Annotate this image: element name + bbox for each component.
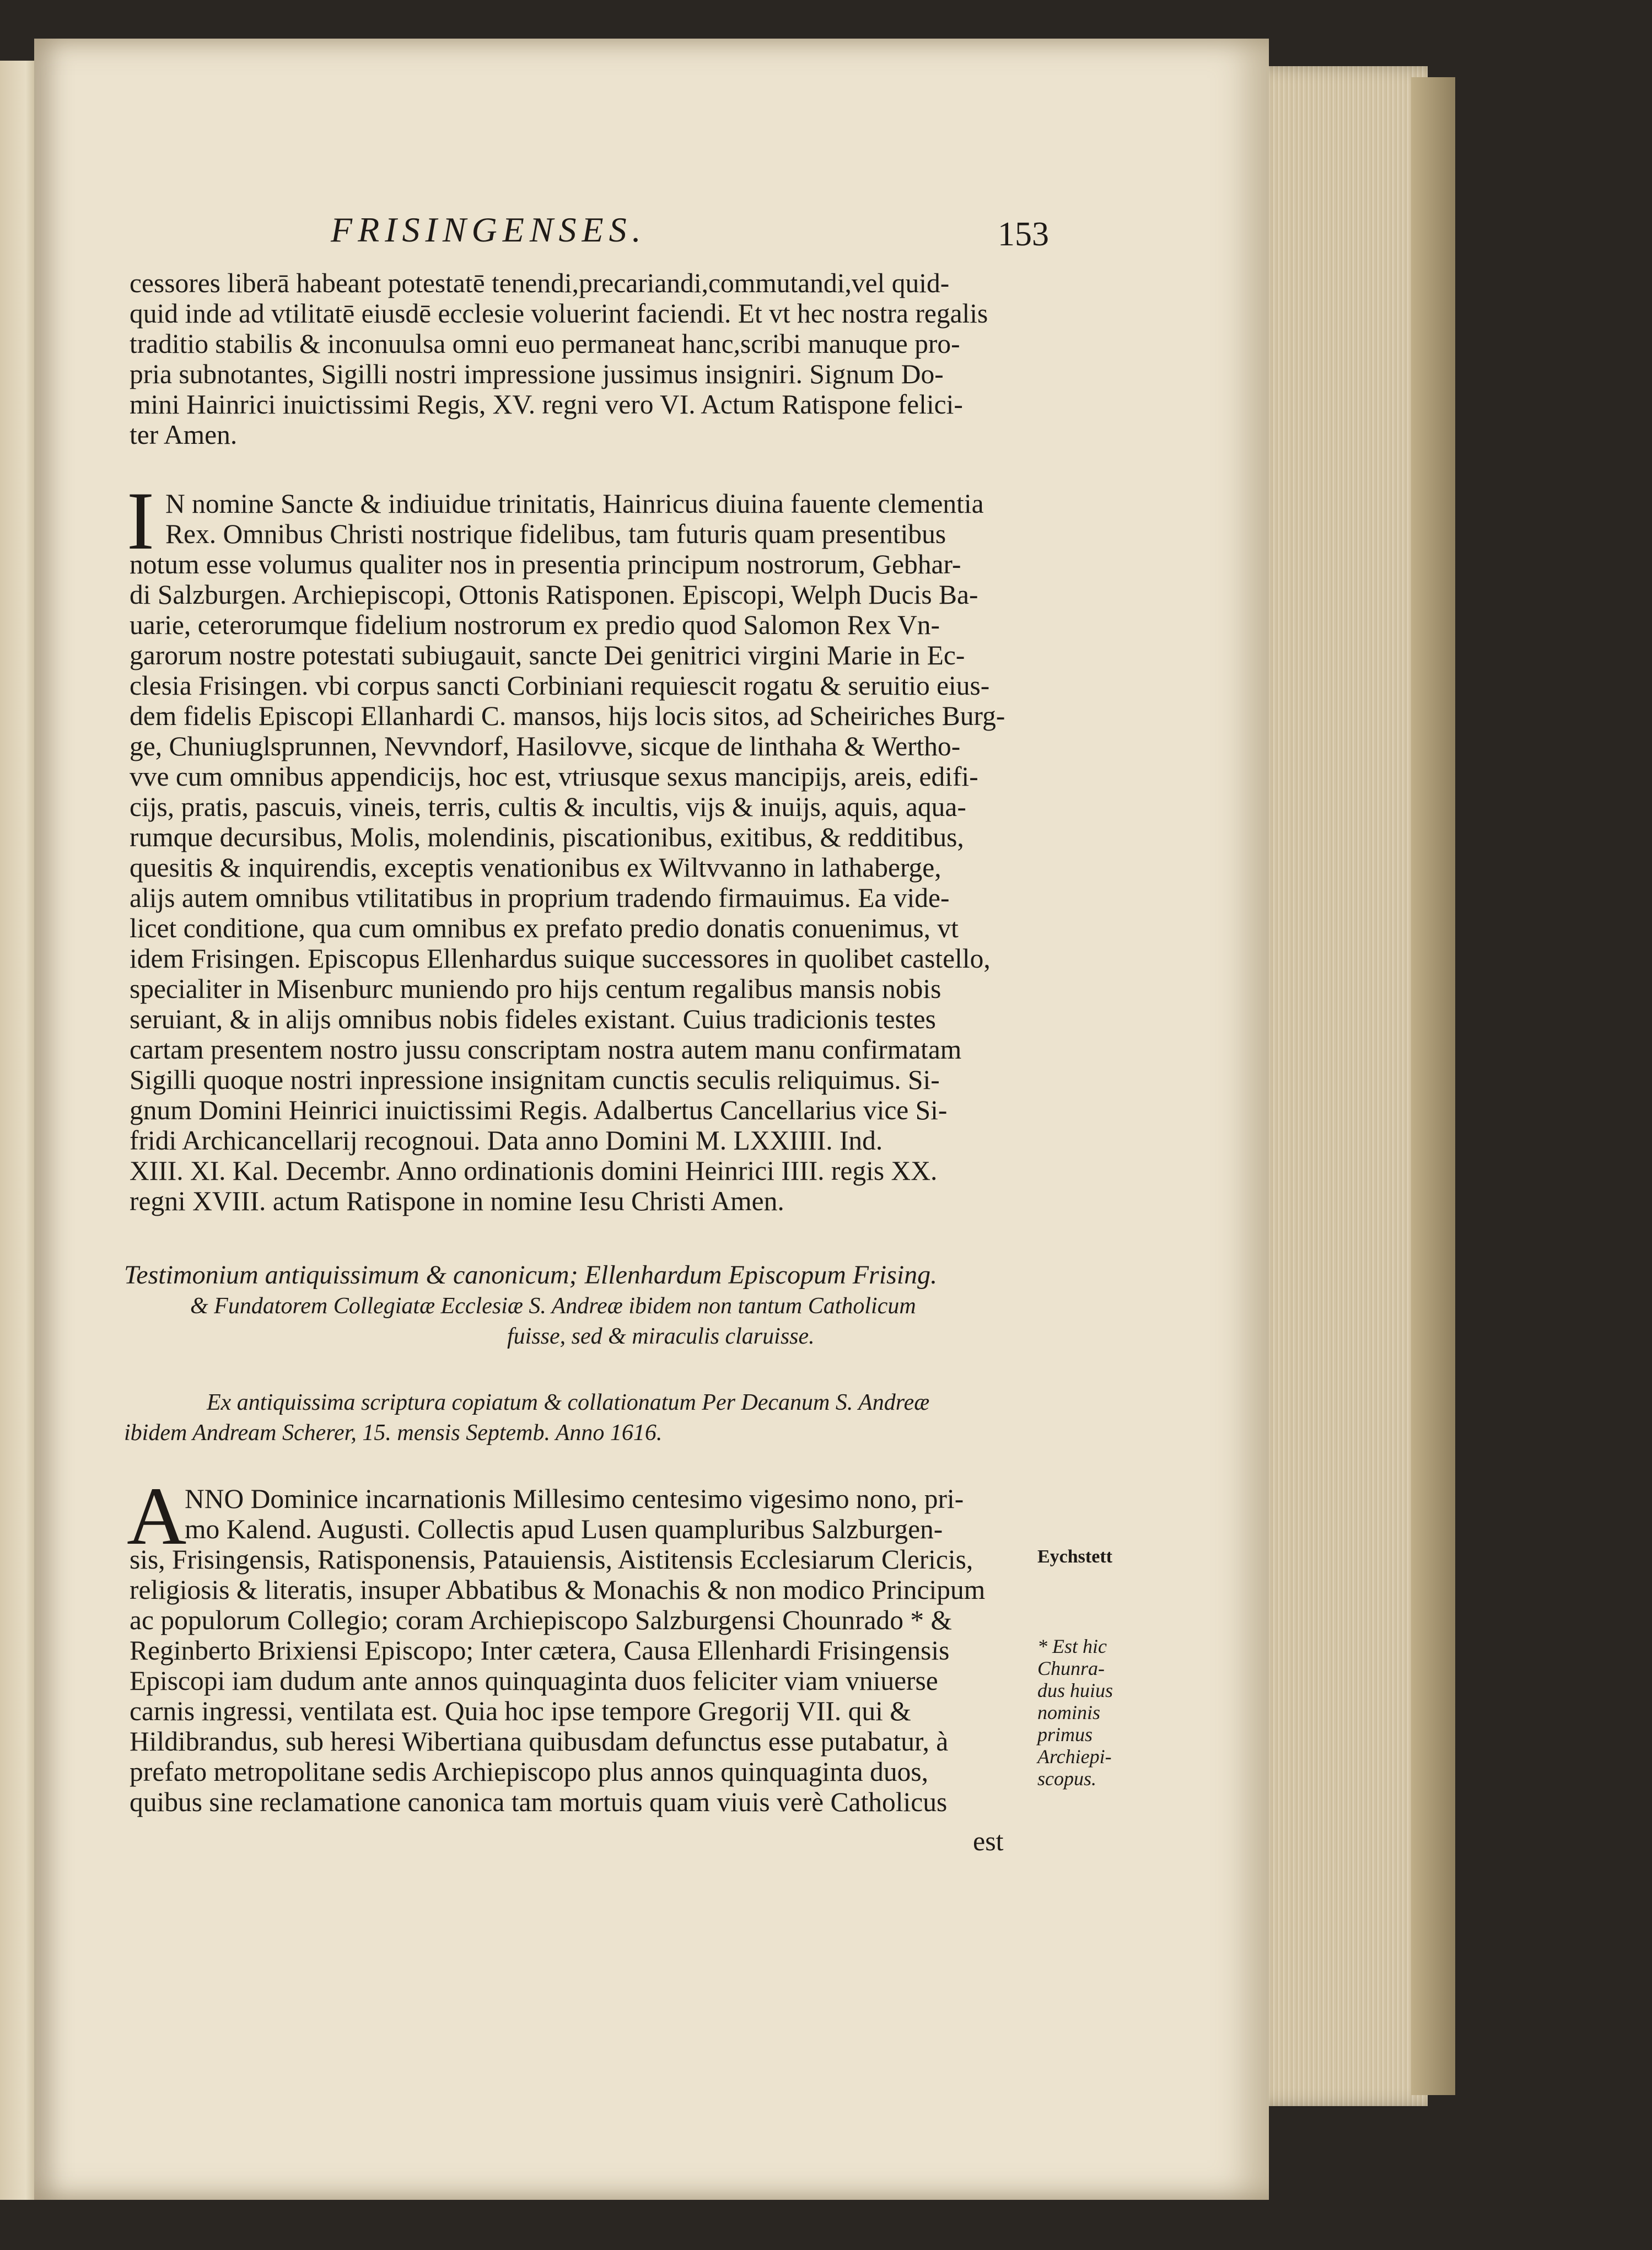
text-line: seruiant, & in alijs omnibus nobis fideles existant. Cuius tradicionis testes [130,1004,936,1034]
text-line: XIII. XI. Kal. Decembr. Anno ordinationis domini Heinrici IIII. regis XX. [130,1156,938,1186]
text-line: di Salzburgen. Archiepiscopi, Ottonis Ratisponen. Episcopi, Welph Ducis Ba- [130,579,978,610]
text-line: sis, Frisingensis, Ratisponensis, Patauiensis, Aistitensis Ecclesiarum Clericis, [130,1544,973,1575]
text-line: gnum Domini Heinrici inuictissimi Regis. Adalbertus Cancellarius vice Si- [130,1095,948,1125]
margin-note-line: dus huius [1037,1679,1113,1701]
text-line: regni XVIII. actum Ratispone in nomine Iesu Christi Amen. [130,1186,784,1216]
text-line: ac populorum Collegio; coram Archiepiscopo Salzburgensi Chounrado * & [130,1605,953,1635]
text-line: quid inde ad vtilitatē eiusdē ecclesie voluerint faciendi. Et vt hec nostra regalis [130,298,988,329]
text-line: ge, Chuniuglsprunnen, Nevvndorf, Hasilovve, sicque de linthaha & Wertho- [130,731,961,761]
text-line: mini Hainrici inuictissimi Regis, XV. regni vero VI. Actum Ratispone felici- [130,389,963,420]
text-line: licet conditione, qua cum omnibus ex prefato predio donatis conuenimus, vt [130,913,959,943]
margin-note-line: scopus. [1037,1768,1096,1790]
text-line: vve cum omnibus appendicijs, hoc est, vtriusque sexus mancipijs, areis, edifi- [130,761,978,792]
catchword: est [973,1825,1004,1856]
text-line: cartam presentem nostro jussu conscriptam nostra autem manu confirmatam [130,1034,962,1065]
margin-note-place: Eychstett [1037,1546,1112,1567]
text-line: cessores liberā habeant potestatē tenendi,precariandi,commutandi,vel quid- [130,268,950,298]
text-line: mo Kalend. Augusti. Collectis apud Lusen quampluribus Salzburgen- [185,1514,943,1544]
text-line: Episcopi iam dudum ante annos quinquaginta duos feliciter viam vniuerse [130,1666,938,1696]
text-line: traditio stabilis & inconuulsa omni euo permaneat hanc,scribi manuque pro- [130,329,960,359]
margin-note-line: * Est hic [1037,1635,1107,1657]
text-line: ter Amen. [130,420,238,450]
text-line: uarie, ceterorumque fidelium nostrorum ex predio quod Salomon Rex Vn- [130,610,940,640]
text-line: dem fidelis Episcopi Ellanhardi C. mansos, hijs locis sitos, ad Scheiriches Burg- [130,701,1005,731]
text-line: NNO Dominice incarnationis Millesimo centesimo vigesimo nono, pri- [185,1484,964,1514]
source-note: ibidem Andream Scherer, 15. mensis Septemb. Anno 1616. [124,1420,663,1446]
text-line: fridi Archicancellarij recognoui. Data anno Domini M. LXXIIII. Ind. [130,1125,883,1156]
margin-note-line: Chunra- [1037,1657,1105,1679]
text-line: notum esse volumus qualiter nos in presentia principum nostrorum, Gebhar- [130,549,961,579]
initial-letter: I [127,475,154,567]
text-line: Reginberto Brixiensi Episcopo; Inter cætera, Causa Ellenhardi Frisingensis [130,1635,950,1666]
initial-letter: A [127,1470,187,1562]
text-line: N nomine Sancte & indiuidue trinitatis, Hainricus diuina fauente clementia [165,488,984,519]
section-heading: Testimonium antiquissimum & canonicum; Ellenhardum Episcopum Frising. [124,1260,938,1290]
text-line: pria subnotantes, Sigilli nostri impressione jussimus insigniri. Signum Do- [130,359,944,389]
text-line: quibus sine reclamatione canonica tam mortuis quam viuis verè Catholicus [130,1787,948,1817]
text-line: prefato metropolitane sedis Archiepiscopo plus annos quinquaginta duos, [130,1757,928,1787]
margin-note-line: nominis [1037,1701,1101,1723]
text-line: clesia Frisingen. vbi corpus sancti Corbiniani requiescit rogatu & seruitio eius- [130,670,990,701]
running-head: FRISINGENSES. [331,210,647,249]
text-line: specialiter in Misenburc muniendo pro hijs centum regalibus mansis nobis [130,974,941,1004]
text-line: cijs, pratis, pascuis, vineis, terris, cultis & incultis, vijs & inuijs, aquis, aqua- [130,792,966,822]
text-line: idem Frisingen. Episcopus Ellenhardus suique successores in quolibet castello, [130,943,991,974]
margin-note-line: primus [1037,1723,1093,1746]
text-line: rumque decursibus, Molis, molendinis, piscationibus, exitibus, & redditibus, [130,822,964,852]
binding-cover-edge [1411,77,1455,2095]
page-edges [1246,66,1428,2106]
text-line: quesitis & inquirendis, exceptis venationibus ex Wiltvvanno in lathaberge, [130,852,941,883]
section-heading: & Fundatorem Collegiatæ Ecclesiæ S. Andreæ ibidem non tantum Catholicum [190,1293,916,1319]
text-line: religiosis & literatis, insuper Abbatibus & Monachis & non modico Principum [130,1575,986,1605]
section-heading: fuisse, sed & miraculis claruisse. [507,1324,815,1349]
text-line: carnis ingressi, ventilata est. Quia hoc ipse tempore Gregorij VII. qui & [130,1696,911,1726]
text-line: garorum nostre potestati subiugauit, sancte Dei genitrici virgini Marie in Ec- [130,640,965,670]
text-line: Sigilli quoque nostri inpressione insignitam cunctis seculis reliquimus. Si- [130,1065,940,1095]
text-line: alijs autem omnibus vtilitatibus in proprium tradendo firmauimus. Ea vide- [130,883,950,913]
text-line: Hildibrandus, sub heresi Wibertiana quibusdam defunctus esse putabatur, à [130,1726,949,1757]
text-line: Rex. Omnibus Christi nostrique fidelibus, tam futuris quam presentibus [165,519,946,549]
margin-note-line: Archiepi- [1037,1746,1112,1768]
page-number: 153 [998,216,1049,253]
source-note: Ex antiquissima scriptura copiatum & collationatum Per Decanum S. Andreæ [207,1390,930,1415]
